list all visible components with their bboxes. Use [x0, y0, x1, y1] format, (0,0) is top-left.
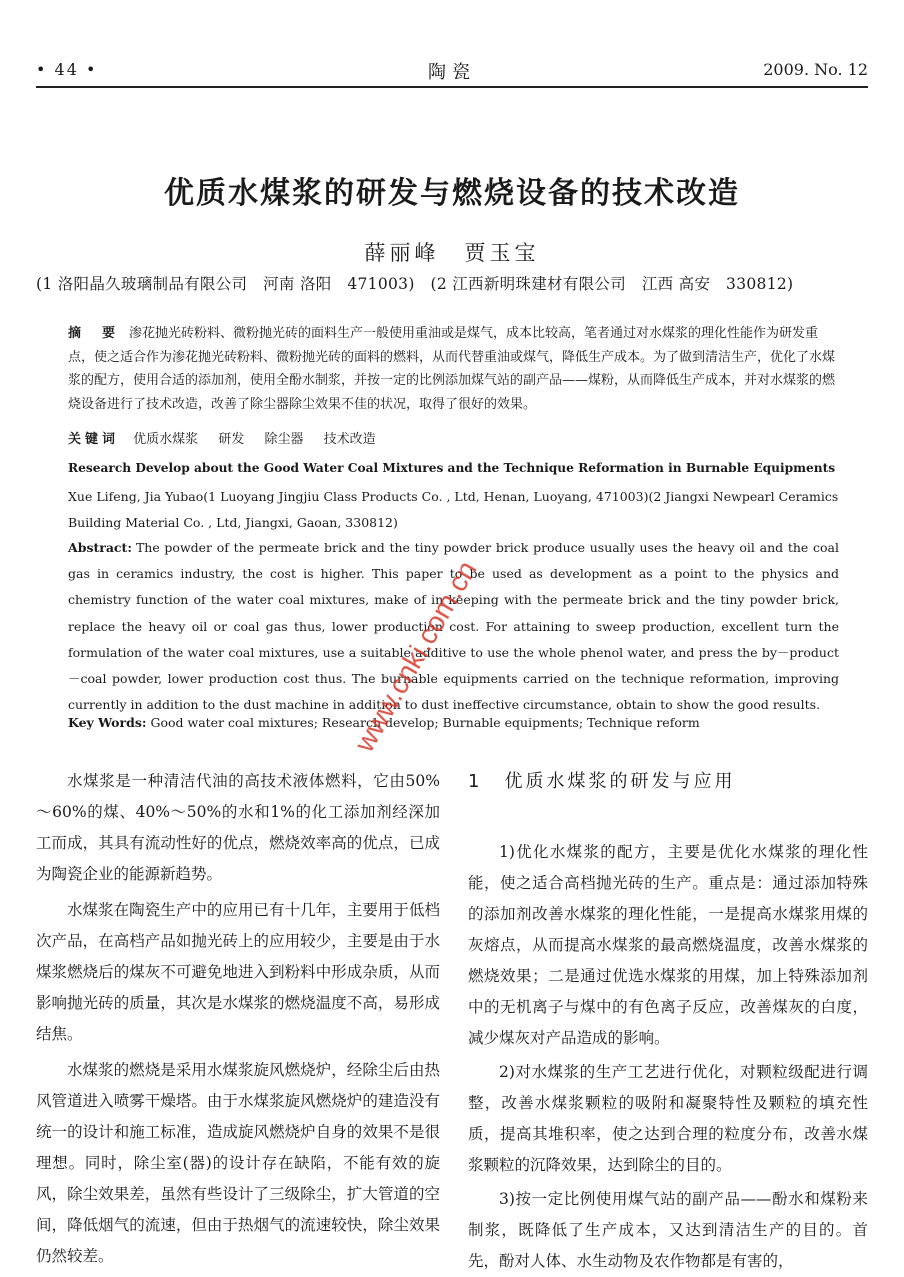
abstract-cn	[68, 322, 839, 416]
english-title: Research Develop about the Good Water Coal Mixtures and the Technique Reformation in Burnable Equipments	[68, 461, 836, 475]
abstract-en-label: Abstract:	[68, 540, 132, 555]
keywords-en-label: Key Words:	[68, 715, 147, 730]
keywords-en	[68, 713, 839, 733]
abstract-cn-text: 渗花抛光砖粉料、微粉抛光砖的面料生产一般使用重油或是煤气，成本比较高，笔者通过对水煤浆的理化性能作为研发重点，使之适合作为渗花抛光砖粉料、微粉抛光砖的面料的燃料，从而代替重油或煤气，降低生产成本。为了做到清洁生产，优化了水煤浆的配方，使用合适的添加剂，使用全酚水制浆，并按一定的比例添加煤气站的副产品——煤粉，从而降低生产成本，并对水煤浆的燃烧设备进行了技术改造，改善了除尘器除尘效果不佳的状况，取得了很好的效果。	[68, 326, 836, 412]
authors: 薛丽峰 贾玉宝	[364, 241, 540, 265]
keyword: 研发	[218, 432, 245, 447]
section-heading	[468, 766, 868, 797]
keyword: 技术改造	[323, 432, 376, 447]
section-title: 优质水煤浆的研发与应用	[504, 771, 736, 792]
running-header	[36, 52, 868, 86]
keyword: 优质水煤浆	[133, 432, 199, 447]
journal-name: 陶瓷	[428, 62, 476, 83]
paragraph: 水煤浆的燃烧是采用水煤浆旋风燃烧炉，经除尘后由热风管道进入喷雾干燥塔。由于水煤浆旋风燃烧炉的建造没有统一的设计和施工标准，造成旋风燃烧炉自身的效果不是很理想。同时，除尘室(器)的设计存在缺陷，不能有效的旋风，除尘效果差，虽然有些设计了三级除尘，扩大管道的空间，降低烟气的流速，但由于热烟气的流速较快，除尘效果仍然较差。	[36, 1061, 440, 1265]
page-number: • 44 •	[36, 60, 98, 79]
paragraph: 3)按一定比例使用煤气站的副产品——酚水和煤粉来制浆，既降低了生产成本，又达到清洁生产的目的。首先，酚对人体、水生动物及农作物都是有害的，	[468, 1190, 868, 1270]
paragraph: 2)对水煤浆的生产工艺进行优化，对颗粒级配进行调整，改善水煤浆颗粒的吸附和凝聚特性及颗粒的填充性质，提高其堆积率，使之达到合理的粒度分布，改善水煤浆颗粒的沉降效果，达到除尘的目的。	[468, 1063, 868, 1174]
paragraph: 水煤浆在陶瓷生产中的应用已有十几年，主要用于低档次产品，在高档产品如抛光砖上的应用较少，主要是由于水煤浆燃烧后的煤灰不可避免地进入到粉料中形成杂质，从而影响抛光砖的质量，其次是水煤浆的燃烧温度不高，易形成结焦。	[36, 901, 440, 1043]
english-authors: Xue Lifeng, Jia Yubao(1 Luoyang Jingjiu Class Products Co. , Ltd, Henan, Luoyang, 471003)(2 Jiangxi Newpearl Ceramics Building Material Co. , Ltd, Jiangxi, Gaoan, 330812)	[68, 489, 839, 530]
paper-title: 优质水煤浆的研发与燃烧设备的技术改造	[164, 176, 740, 211]
abstract-en-text: The powder of the permeate brick and the tiny powder brick produce usually uses the heavy oil and the coal gas in ceramics industry, the cost is higher. This paper to be used as development as a point to the physics and chemistry function of the water coal mixtures, make of in keeping with the permeate brick and the tiny powder brick, replace the heavy oil or coal gas thus, lower production cost. For attaining to sweep production, excellent turn the formulation of the water coal mixtures, use a suitable additive to use the whole phenol water, and press the by－product－coal powder, lower production cost thus. The burnable equipments carried on the technique reformation, improving currently in addition to the dust machine in addition to dust ineffective circumstance, obtain to show the good results.	[68, 540, 839, 713]
paragraph: 1)优化水煤浆的配方，主要是优化水煤浆的理化性能，使之适合高档抛光砖的生产。重点是：通过添加特殊的添加剂改善水煤浆的理化性能，一是提高水煤浆用煤的灰熔点，从而提高水煤浆的最高燃烧温度，改善水煤浆的燃烧效果；二是通过优选水煤浆的用煤，加上特殊添加剂中的无机离子与煤中的有色离子反应，改善煤灰的白度，减少煤灰对产品造成的影响。	[468, 843, 868, 1047]
paragraph: 水煤浆是一种清洁代油的高技术液体燃料，它由50%～60%的煤、40%～50%的水和1%的化工添加剂经深加工而成，其具有流动性好的优点，燃烧效率高的优点，已成为陶瓷企业的能源新趋势。	[36, 772, 440, 883]
body-column-right	[468, 766, 868, 1277]
header-rule	[36, 86, 868, 88]
keywords-cn	[68, 430, 839, 450]
body-column-left	[36, 766, 440, 1272]
keyword: 除尘器	[264, 432, 304, 447]
keywords-en-text: Good water coal mixtures; Research develop; Burnable equipments; Technique reform	[150, 715, 700, 730]
watermark-text: www.cnki.com.cn	[348, 555, 483, 757]
abstract-cn-label: 摘 要	[68, 326, 120, 341]
abstract-en	[68, 535, 839, 718]
section-number: 1	[468, 771, 483, 792]
affiliation: (1 洛阳晶久玻璃制品有限公司 河南 洛阳 471003) (2 江西新明珠建材有限公司 江西 高安 330812)	[36, 275, 794, 293]
issue-number: 2009. No. 12	[763, 60, 868, 79]
keywords-cn-label: 关键词	[68, 432, 120, 447]
